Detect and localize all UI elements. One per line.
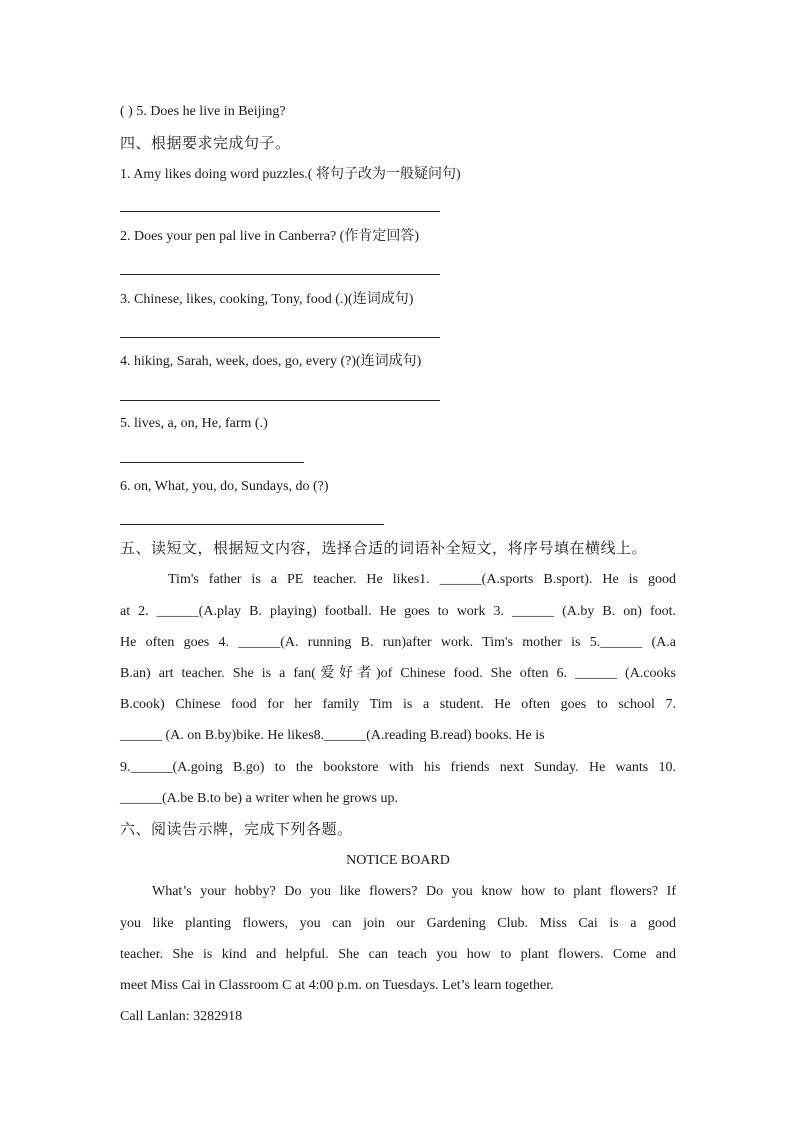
passage-line-6: ______ (A. on B.by)bike. He likes8.______(A.reading B.read) books. He is bbox=[120, 728, 545, 743]
s4-item-3: 3. Chinese, likes, cooking, Tony, food (.)(连词成句) bbox=[120, 292, 414, 307]
s4-item-2: 2. Does your pen pal live in Canberra? (作肯定回答) bbox=[120, 229, 419, 244]
notice-line-3: teacher. She is kind and helpful. She can teach you how to plant flowers. Come and bbox=[120, 947, 676, 962]
passage-line-8: ______(A.be B.to be) a writer when he grows up. bbox=[120, 791, 398, 806]
contact-line: Call Lanlan: 3282918 bbox=[120, 1009, 243, 1024]
answer-line-2[interactable] bbox=[120, 274, 440, 275]
notice-line-2: you like planting flowers, you can join our Gardening Club. Miss Cai is a good bbox=[120, 916, 676, 931]
notice-line-4: meet Miss Cai in Classroom C at 4:00 p.m. on Tuesdays. Let’s learn together. bbox=[120, 978, 554, 993]
notice-board-title: NOTICE BOARD bbox=[346, 853, 450, 868]
answer-line-4[interactable] bbox=[120, 400, 440, 401]
s4-item-4: 4. hiking, Sarah, week, does, go, every (?)(连词成句) bbox=[120, 354, 422, 369]
passage-line-7: 9.______(A.going B.go) to the bookstore with his friends next Sunday. He wants 10. bbox=[120, 760, 676, 775]
passage-line-5: B.cook) Chinese food for her family Tim is a student. He often goes to school 7. bbox=[120, 697, 676, 712]
passage-line-1: Tim's father is a PE teacher. He likes1. ______(A.sports B.sport). He is good bbox=[168, 572, 676, 587]
s4-item-5: 5. lives, a, on, He, farm (.) bbox=[120, 416, 268, 431]
answer-line-3[interactable] bbox=[120, 337, 440, 338]
passage-line-3: He often goes 4. ______(A. running B. run)after work. Tim's mother is 5.______ (A.a bbox=[120, 635, 676, 650]
s4-item-1: 1. Amy likes doing word puzzles.( 将句子改为一般疑问句) bbox=[120, 167, 461, 182]
section-5-heading: 五、读短文，根据短文内容，选择合适的词语补全短文，将序号填在横线上。 bbox=[120, 539, 648, 557]
passage-line-4: B.an) art teacher. She is a fan(爱好者)of Chinese food. She often 6. ______ (A.cooks bbox=[120, 666, 676, 681]
s4-item-6: 6. on, What, you, do, Sundays, do (?) bbox=[120, 479, 329, 494]
question-5: ( ) 5. Does he live in Beijing? bbox=[120, 104, 286, 119]
answer-line-1[interactable] bbox=[120, 211, 440, 212]
passage-line-2: at 2. ______(A.play B. playing) football. He goes to work 3. ______ (A.by B. on) foot. bbox=[120, 604, 676, 619]
section-4-heading: 四、根据要求完成句子。 bbox=[120, 134, 291, 152]
section-6-heading: 六、阅读告示牌，完成下列各题。 bbox=[120, 820, 353, 838]
answer-line-5[interactable] bbox=[120, 462, 304, 463]
notice-line-1: What’s your hobby? Do you like flowers? Do you know how to plant flowers? If bbox=[152, 884, 676, 899]
answer-line-6[interactable] bbox=[120, 524, 384, 525]
